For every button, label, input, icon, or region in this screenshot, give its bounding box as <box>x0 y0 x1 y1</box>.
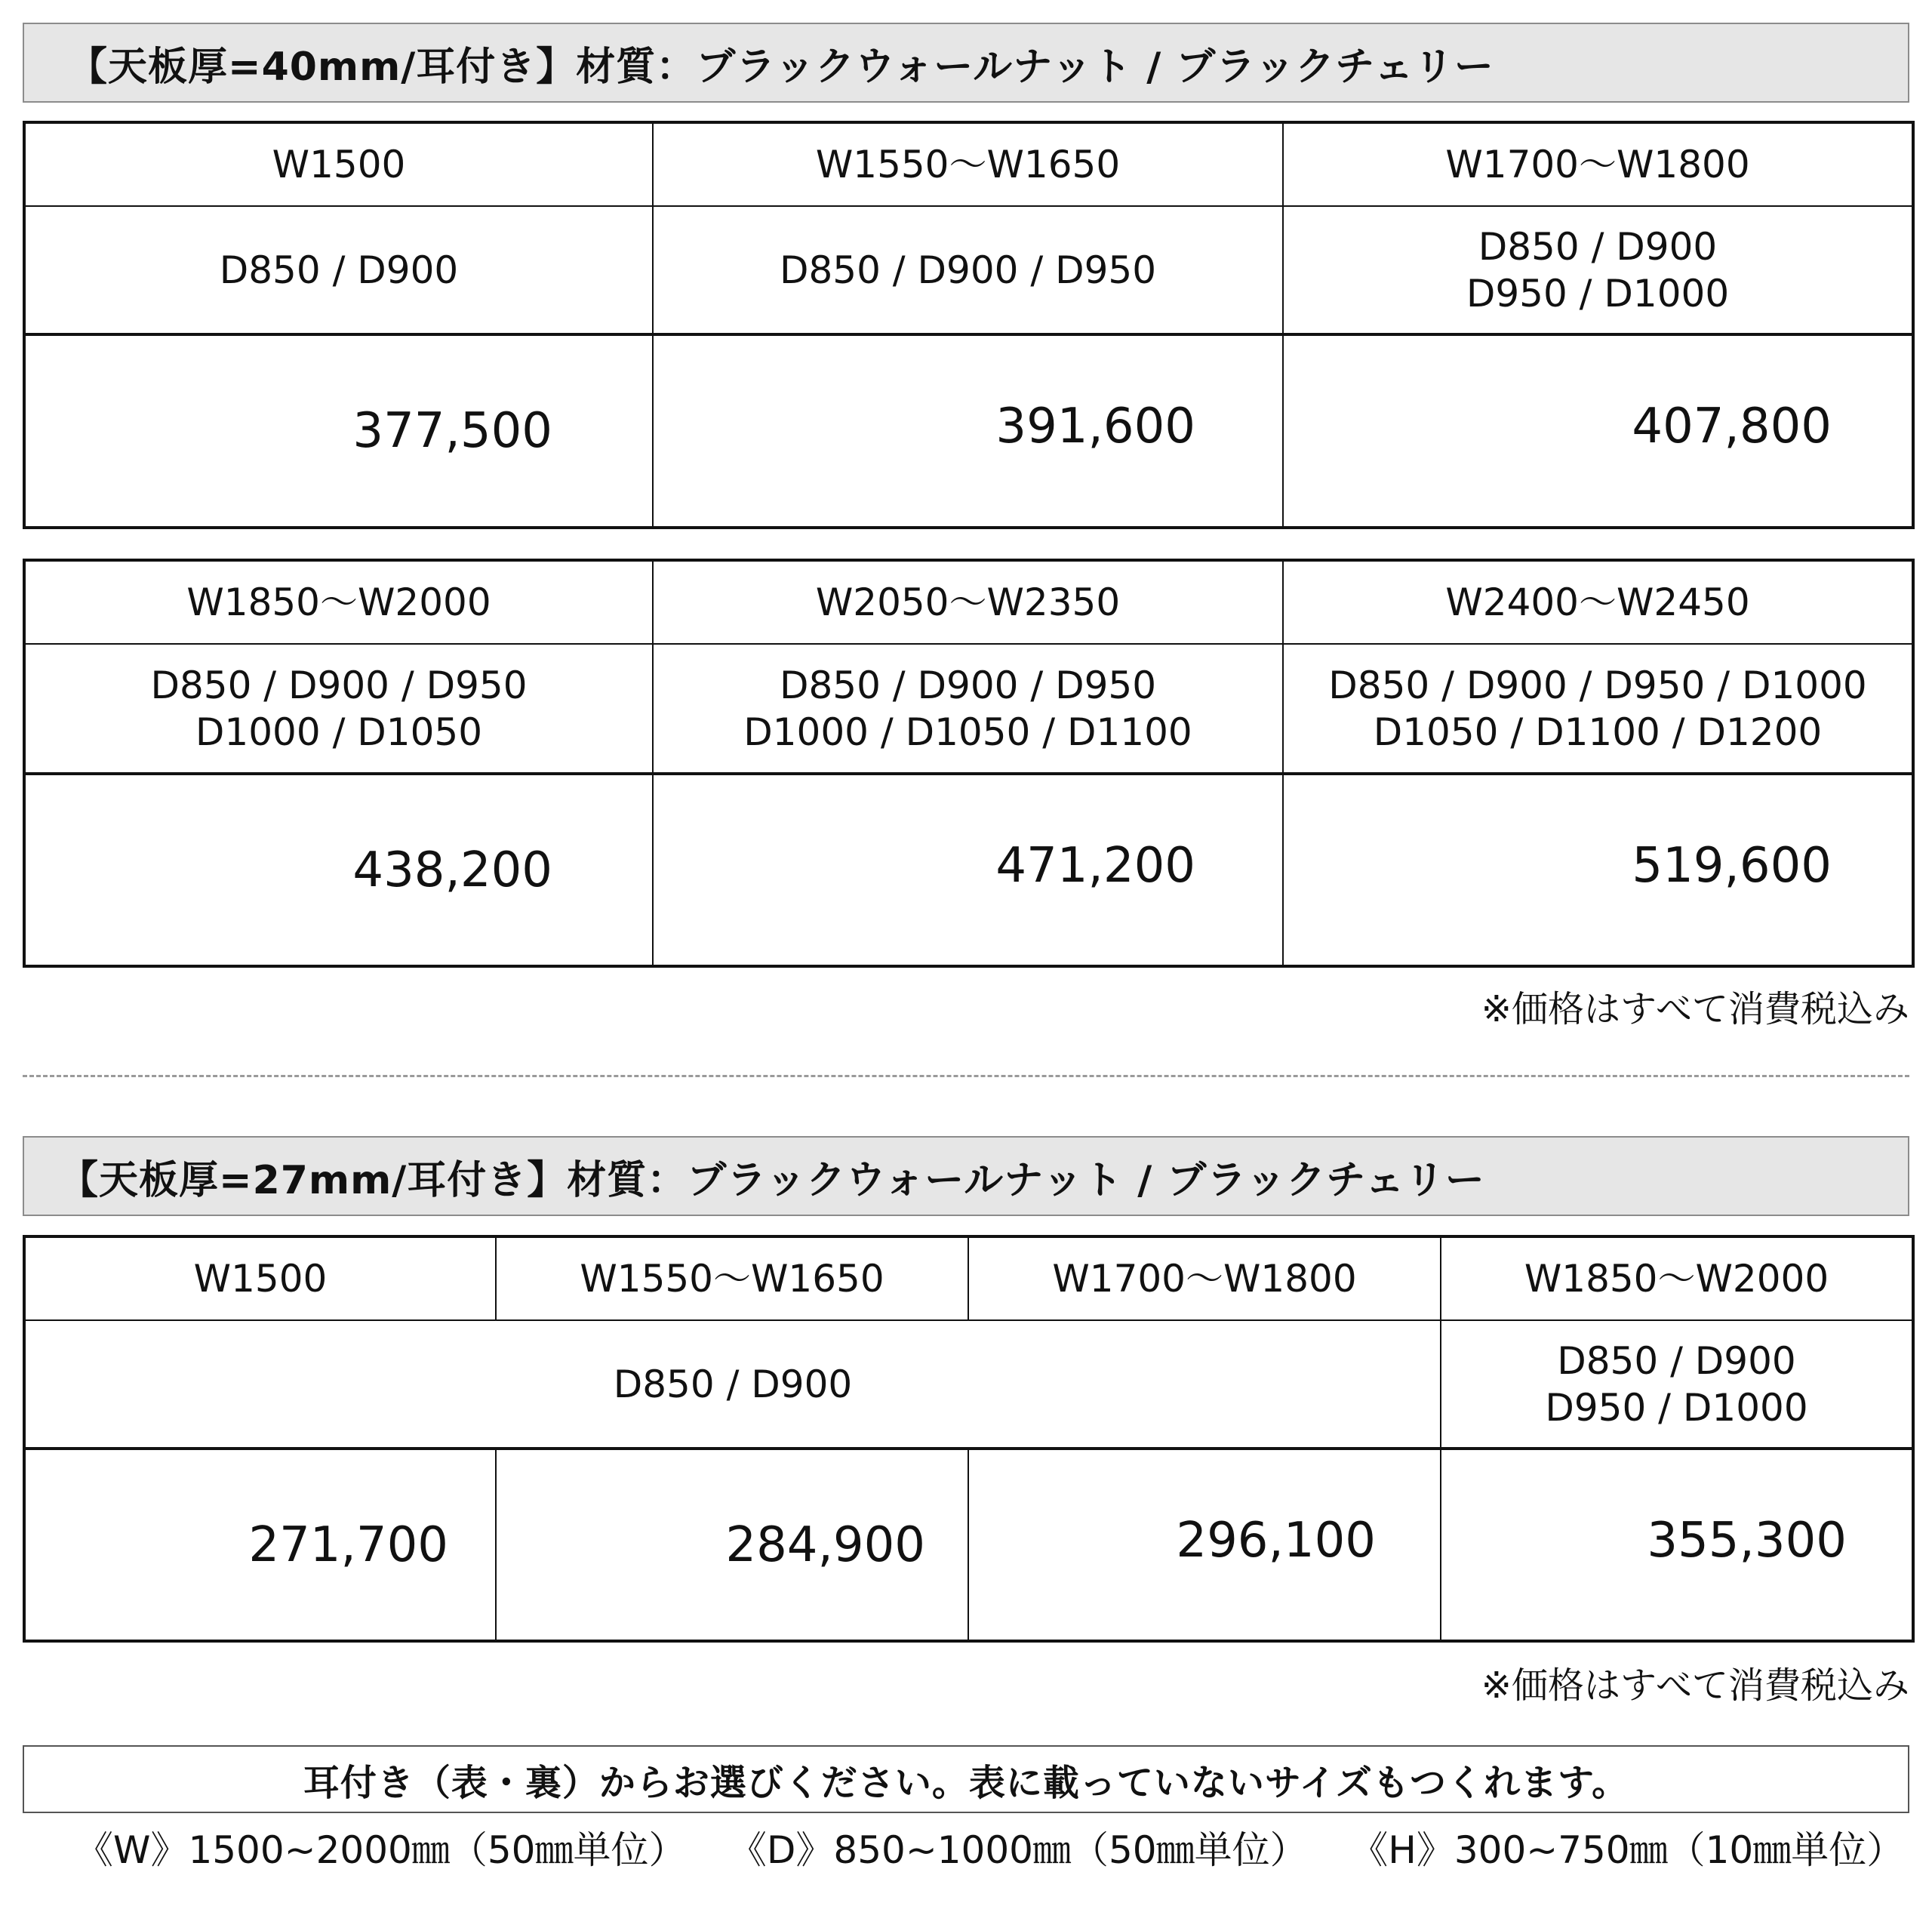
price-table-40mm-b <box>23 559 1915 968</box>
depth-line: D850 / D900 / D950 <box>779 248 1157 292</box>
depth-cell <box>1283 644 1913 774</box>
width-cell: W2400～W2450 <box>1283 560 1913 644</box>
size-ranges <box>75 1821 1905 1874</box>
price-value: 284,900 <box>725 1516 925 1573</box>
depth-line: D850 / D900 <box>219 248 459 292</box>
price-cell <box>24 334 653 528</box>
depth-cell <box>653 644 1283 774</box>
depth-cell <box>24 206 653 334</box>
depth-cell-shared: D850 / D900 <box>24 1320 1441 1449</box>
price-cell <box>496 1449 968 1641</box>
depth-cell <box>24 644 653 774</box>
depth-cell <box>1441 1320 1913 1449</box>
depth-line: D850 / D900 <box>1557 1338 1796 1383</box>
depth-line: D1000 / D1050 <box>195 710 483 754</box>
price-cell <box>24 774 653 966</box>
depth-line: D850 / D900 / D950 <box>150 663 528 707</box>
range-width: 《W》1500~2000㎜（50㎜単位） <box>75 1828 687 1872</box>
depth-cell <box>1283 206 1913 334</box>
width-cell: W1850～W2000 <box>24 560 653 644</box>
price-value: 355,300 <box>1647 1512 1847 1569</box>
custom-size-notice: 耳付き（表・裏）からお選びください。表に載っていないサイズもつくれます。 <box>23 1745 1909 1813</box>
price-cell <box>1441 1449 1913 1641</box>
price-value: 377,500 <box>352 403 552 459</box>
price-value: 519,600 <box>1632 837 1832 894</box>
width-cell: W1550～W1650 <box>653 122 1283 206</box>
price-cell <box>653 334 1283 528</box>
section2-title: 【天板厚=27mm/耳付き】材質：ブラックウォールナット / ブラックチェリー <box>23 1136 1909 1216</box>
width-cell: W1500 <box>24 1236 496 1320</box>
price-cell <box>968 1449 1441 1641</box>
price-value: 296,100 <box>1176 1512 1376 1569</box>
price-table-40mm-a <box>23 121 1915 529</box>
width-cell: W1700～W1800 <box>968 1236 1441 1320</box>
width-cell: W1550～W1650 <box>496 1236 968 1320</box>
price-value: 471,200 <box>995 837 1195 894</box>
price-value: 271,700 <box>248 1516 448 1573</box>
price-cell <box>1283 334 1913 528</box>
depth-line: D1050 / D1100 / D1200 <box>1373 710 1823 754</box>
price-table-27mm <box>23 1235 1915 1643</box>
price-cell <box>653 774 1283 966</box>
section1-title: 【天板厚=40mm/耳付き】材質：ブラックウォールナット / ブラックチェリー <box>23 23 1909 103</box>
section-divider <box>23 1075 1909 1077</box>
width-cell: W2050～W2350 <box>653 560 1283 644</box>
range-depth: 《D》850~1000㎜（50㎜単位） <box>728 1828 1308 1872</box>
depth-line: D850 / D900 / D950 <box>779 663 1157 707</box>
width-cell: W1850～W2000 <box>1441 1236 1913 1320</box>
price-value: 391,600 <box>995 399 1195 454</box>
depth-cell <box>653 206 1283 334</box>
price-cell <box>1283 774 1913 966</box>
depth-line: D950 / D1000 <box>1466 271 1730 316</box>
depth-line: D1000 / D1050 / D1100 <box>743 710 1192 754</box>
depth-line: D950 / D1000 <box>1545 1385 1808 1430</box>
tax-note: ※価格はすべて消費税込み <box>1481 988 1909 1030</box>
price-value: 438,200 <box>352 842 552 898</box>
depth-line: D850 / D900 / D950 / D1000 <box>1328 663 1867 707</box>
range-height: 《H》300~750㎜（10㎜単位） <box>1350 1828 1905 1872</box>
price-cell <box>24 1449 496 1641</box>
width-cell: W1700～W1800 <box>1283 122 1913 206</box>
width-cell: W1500 <box>24 122 653 206</box>
depth-line: D850 / D900 <box>1478 224 1718 269</box>
price-value: 407,800 <box>1632 399 1832 454</box>
tax-note: ※価格はすべて消費税込み <box>1481 1664 1909 1707</box>
